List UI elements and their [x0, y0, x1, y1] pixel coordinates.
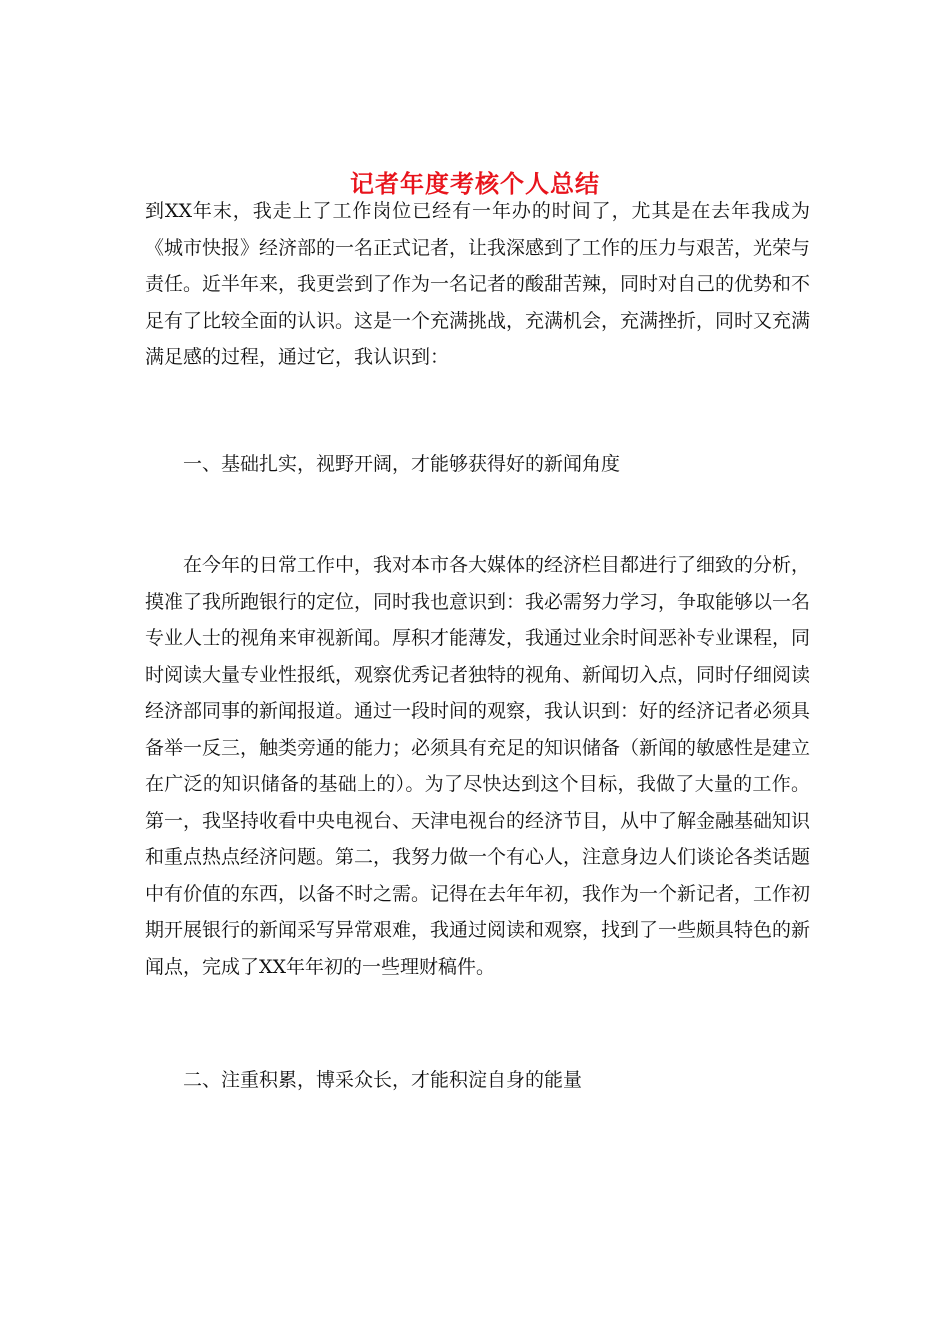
- section-1-paragraph: 在今年的日常工作中，我对本市各大媒体的经济栏目都进行了细致的分析，摸准了我所跑银行的定位，同时我也意识到：我必需努力学习，争取能够以一名专业人士的视角来审视新闻。厚积才能薄发，我通过业余时间恶补专业课程，同时阅读大量专业性报纸，观察优秀记者独特的视角、新闻切入点，同时仔细阅读经济部同事的新闻报道。通过一段时间的观察，我认识到：好的经济记者必须具备举一反三，触类旁通的能力；必须具有充足的知识储备（新闻的敏感性是建立在广泛的知识储备的基础上的）。为了尽快达到这个目标，我做了大量的工作。第一，我坚持收看中央电视台、天津电视台的经济节目，从中了解金融基础知识和重点热点经济问题。第二，我努力做一个有心人，注意身边人们谈论各类话题中有价值的东西，以备不时之需。记得在去年年初，我作为一个新记者，工作初期开展银行的新闻采写异常艰难，我通过阅读和观察，找到了一些颇具特色的新闻点，完成了XX年年初的一些理财稿件。: [145, 554, 811, 978]
- section-heading-2: 二、注重积累，博采众长，才能积淀自身的能量: [183, 1069, 583, 1091]
- section-heading-1: 一、基础扎实，视野开阔，才能够获得好的新闻角度: [183, 453, 621, 475]
- document-title: 记者年度考核个人总结: [350, 169, 600, 199]
- intro-paragraph: 到XX年末，我走上了工作岗位已经有一年办的时间了，尤其是在去年我成为《城市快报》经济部的一名正式记者，让我深感到了工作的压力与艰苦，光荣与责任。近半年来，我更尝到了作为一名记者的酸甜苦辣，同时对自己的优势和不足有了比较全面的认识。这是一个充满挑战，充满机会，充满挫折，同时又充满满足感的过程，通过它，我认识到：: [145, 200, 811, 368]
